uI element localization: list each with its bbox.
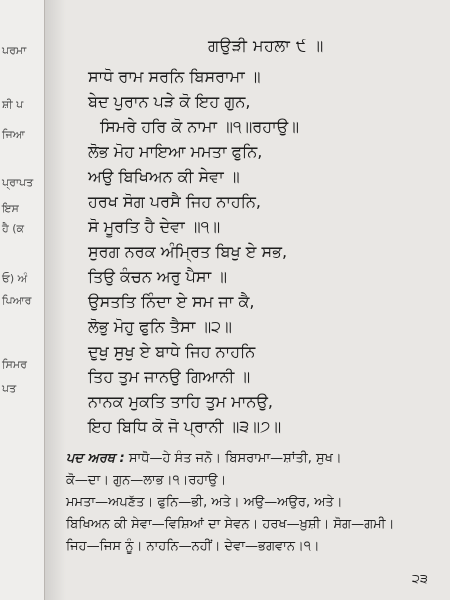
verse-line: ਲੋਭੁ ਮੋਹੁ ਫੁਨਿ ਤੈਸਾ ॥੨॥	[88, 317, 232, 336]
left-page-fragment: ਪ੍ਰਾਪਤ	[2, 176, 34, 189]
verse-line: ਬੇਦ ਪੁਰਾਨ ਪੜੇ ਕੋ ਇਹ ਗੁਨ,	[88, 92, 251, 111]
verse-block	[88, 64, 299, 439]
gutter-shadow	[44, 0, 66, 600]
verse-line: ਉਸਤਤਿ ਨਿੰਦਾ ਏ ਸਮ ਜਾ ਕੈ,	[88, 292, 255, 311]
verse-line: ਸਾਧੋ ਰਾਮ ਸਰਨਿ ਬਿਸਰਾਮਾ ॥	[88, 67, 261, 86]
left-page-fragment: ਹੈ (ਕ	[2, 222, 25, 235]
page-heading: ਗਉੜੀ ਮਹਲਾ ੯ ॥	[208, 36, 324, 55]
left-page-edge	[0, 0, 45, 600]
meaning-label: ਪਦ ਅਰਥ :	[66, 451, 125, 466]
verse-line: ਸੋ ਮੂਰਤਿ ਹੈ ਦੇਵਾ ॥੧॥	[88, 217, 221, 236]
meaning-line: ਬਿਖਿਅਨ ਕੀ ਸੇਵਾ—ਵਿਸ਼ਿਆਂ ਦਾ ਸੇਵਨ। ਹਰਖ—ਖ਼ੁਸ਼ੀ। ਸੋਗ—ਗਮੀ।	[66, 517, 395, 532]
left-page-fragment: ਪਿਆਰ	[2, 294, 32, 307]
book-page	[66, 36, 442, 596]
meaning-line: ਜਿਹ—ਜਿਸ ਨੂੰ। ਨਾਹਨਿ—ਨਹੀਂ। ਦੇਵਾ—ਭਗਵਾਨ।੧।	[66, 539, 320, 554]
verse-line: ਸੁਰਗ ਨਰਕ ਅੰਮ੍ਰਿਤ ਬਿਖੁ ਏ ਸਭ,	[88, 242, 288, 261]
verse-line: ਤਿਹ ਤੁਮ ਜਾਨਉ ਗਿਆਨੀ ॥	[88, 367, 251, 386]
meaning-line	[66, 448, 442, 470]
verse-line: ਹਰਖ ਸੋਗ ਪਰਸੈ ਜਿਹ ਨਾਹਨਿ,	[88, 192, 261, 211]
left-page-fragment: ਸ਼ੀ ਪ	[2, 98, 24, 111]
left-page-fragment: ਜਿਆ	[2, 128, 25, 141]
left-page-fragment: ਇਸ	[2, 202, 19, 215]
page-number: ੨੩	[411, 572, 428, 587]
left-page-fragment: ਪਰਮਾ	[2, 44, 27, 57]
meaning-line: ਕੋ—ਦਾ। ਗੁਨ—ਲਾਭ।੧।ਰਹਾਉ।	[66, 473, 227, 488]
verse-line: ਇਹ ਬਿਧਿ ਕੋ ਜੋ ਪ੍ਰਾਨੀ ॥੩॥੭॥	[88, 417, 282, 436]
verse-line: ਲੋਭ ਮੋਹ ਮਾਇਆ ਮਮਤਾ ਫੁਨਿ,	[88, 142, 263, 161]
verse-line: ਦੁਖੁ ਸੁਖੁ ਏ ਬਾਧੇ ਜਿਹ ਨਾਹਨਿ	[88, 342, 256, 361]
verse-line: ਨਾਨਕ ਮੁਕਤਿ ਤਾਹਿ ਤੁਮ ਮਾਨਉ,	[88, 392, 273, 411]
left-page-fragment: ਪਤ	[2, 382, 17, 395]
left-page-fragment: ਓ) ਅੰ	[2, 272, 28, 285]
verse-line: ਅਉ ਬਿਖਿਅਨ ਕੀ ਸੇਵਾ ॥	[88, 167, 240, 186]
verse-line: ਸਿਮਰੇ ਹਰਿ ਕੋ ਨਾਮਾ ॥੧॥ਰਹਾਉ॥	[100, 117, 300, 136]
verse-line: ਤਿਉ ਕੰਚਨ ਅਰੁ ਪੈਸਾ ॥	[88, 267, 228, 286]
word-meanings	[66, 448, 442, 558]
left-page-fragment: ਸਿਮਰ	[2, 358, 27, 371]
meaning-text: ਸਾਧੋ—ਹੇ ਸੰਤ ਜਨੋ। ਬਿਸਰਾਮਾ—ਸ਼ਾਂਤੀ, ਸੁਖ।	[128, 451, 342, 466]
meaning-line: ਮਮਤਾ—ਅਪਣੱਤ। ਫੁਨਿ—ਭੀ, ਅਤੇ। ਅਉ—ਅਉਰ, ਅਤੇ।	[66, 495, 343, 510]
